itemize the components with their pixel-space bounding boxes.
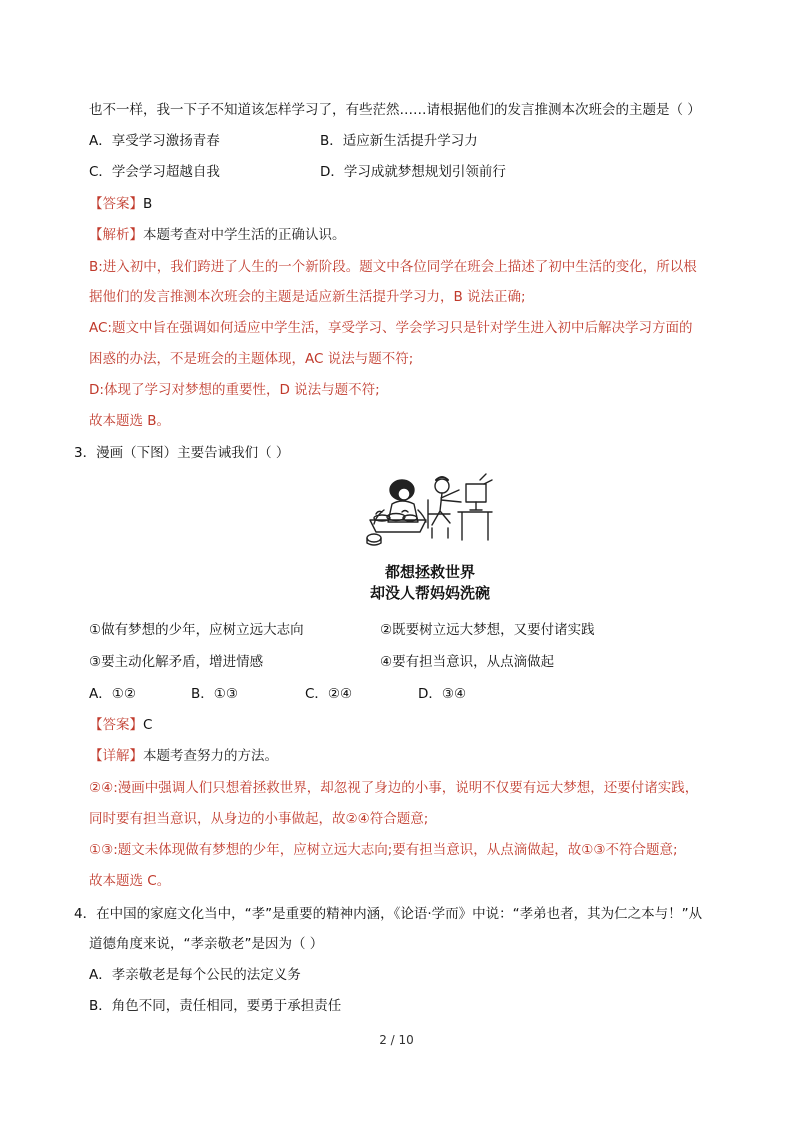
q3-stem: 3．漫画（下图）主要告诫我们（ ）	[74, 445, 290, 461]
q2-answer	[89, 194, 152, 214]
q2-analysis-line: D:体现了学习对梦想的重要性，D 说法与题不符;	[89, 382, 380, 398]
answer-tag: 【答案】	[89, 717, 143, 733]
q3-option-a: A．①②	[89, 686, 136, 702]
q3-option-c: C．②④	[305, 686, 353, 702]
detail-intro: 本题考查努力的方法。	[143, 748, 278, 764]
q3-detail-line: ②④:漫画中强调人们只想着拯救世界，却忽视了身边的小事，说明不仅要有远大梦想，还要付诸实践，	[89, 780, 699, 796]
q3-detail-line: 同时要有担当意识，从身边的小事做起，故②④符合题意;	[89, 811, 429, 827]
q3-detail-heading	[89, 746, 278, 766]
answer-value: B	[143, 196, 153, 212]
q2-analysis-line: AC:题文中旨在强调如何适应中学生活，享受学习、学会学习只是针对学生进入初中后解决学习方面的	[89, 320, 693, 336]
q3-statement-2: ②既要树立远大梦想，又要付诸实践	[380, 622, 595, 638]
page-number: 2 / 10	[379, 1033, 414, 1047]
q2-option-d: D．学习成就梦想规划引领前行	[320, 164, 506, 180]
cartoon-illustration	[362, 470, 496, 548]
q3-statement-3: ③要主动化解矛盾，增进情感	[89, 654, 264, 670]
q2-option-b: B．适应新生活提升学习力	[320, 133, 478, 149]
analysis-tag: 【解析】	[89, 227, 143, 243]
q2-analysis-heading	[89, 225, 346, 245]
q2-analysis-line: B:进入初中，我们跨进了人生的一个新阶段。题文中各位同学在班会上描述了初中生活的变化，所以根	[89, 259, 697, 275]
q2-stem-tail: 也不一样，我一下子不知道该怎样学习了，有些茫然……请根据他们的发言推测本次班会的主题是（ ）	[89, 102, 701, 118]
q2-analysis-line: 据他们的发言推测本次班会的主题是适应新生活提升学习力，B 说法正确;	[89, 289, 526, 305]
q2-option-a: A．享受学习激扬青春	[89, 133, 220, 149]
q3-answer	[89, 715, 152, 735]
q3-statement-1: ①做有梦想的少年，应树立远大志向	[89, 622, 304, 638]
analysis-intro: 本题考查对中学生活的正确认识。	[143, 227, 346, 243]
q3-option-b: B．①③	[191, 686, 238, 702]
q3-statement-4: ④要有担当意识，从点滴做起	[380, 654, 555, 670]
q4-option-a: A．孝亲敬老是每个公民的法定义务	[89, 967, 301, 983]
q3-option-d: D．③④	[418, 686, 467, 702]
q2-analysis-line: 困惑的办法，不是班会的主题体现，AC 说法与题不符;	[89, 351, 414, 367]
q4-stem-line: 道德角度来说，“孝亲敬老”是因为（ ）	[89, 936, 324, 952]
cartoon-caption-line: 都想拯救世界	[384, 563, 475, 581]
answer-tag: 【答案】	[89, 196, 143, 212]
q4-stem-line: 4．在中国的家庭文化当中，“孝”是重要的精神内涵，《论语·学而》中说：“孝弟也者，其为仁之本与！”从	[74, 906, 703, 922]
cartoon-drawing	[362, 470, 496, 548]
q3-detail-line: ①③:题文未体现做有梦想的少年，应树立远大志向;要有担当意识，从点滴做起，故①③不符合题意;	[89, 842, 678, 858]
q3-conclusion: 故本题选 C。	[89, 873, 171, 889]
detail-tag: 【详解】	[89, 748, 143, 764]
q2-conclusion: 故本题选 B。	[89, 413, 171, 429]
q4-option-b: B．角色不同，责任相同，要勇于承担责任	[89, 998, 342, 1014]
answer-value: C	[143, 717, 153, 733]
cartoon-caption-line: 却没人帮妈妈洗碗	[369, 584, 490, 602]
q2-option-c: C．学会学习超越自我	[89, 164, 220, 180]
